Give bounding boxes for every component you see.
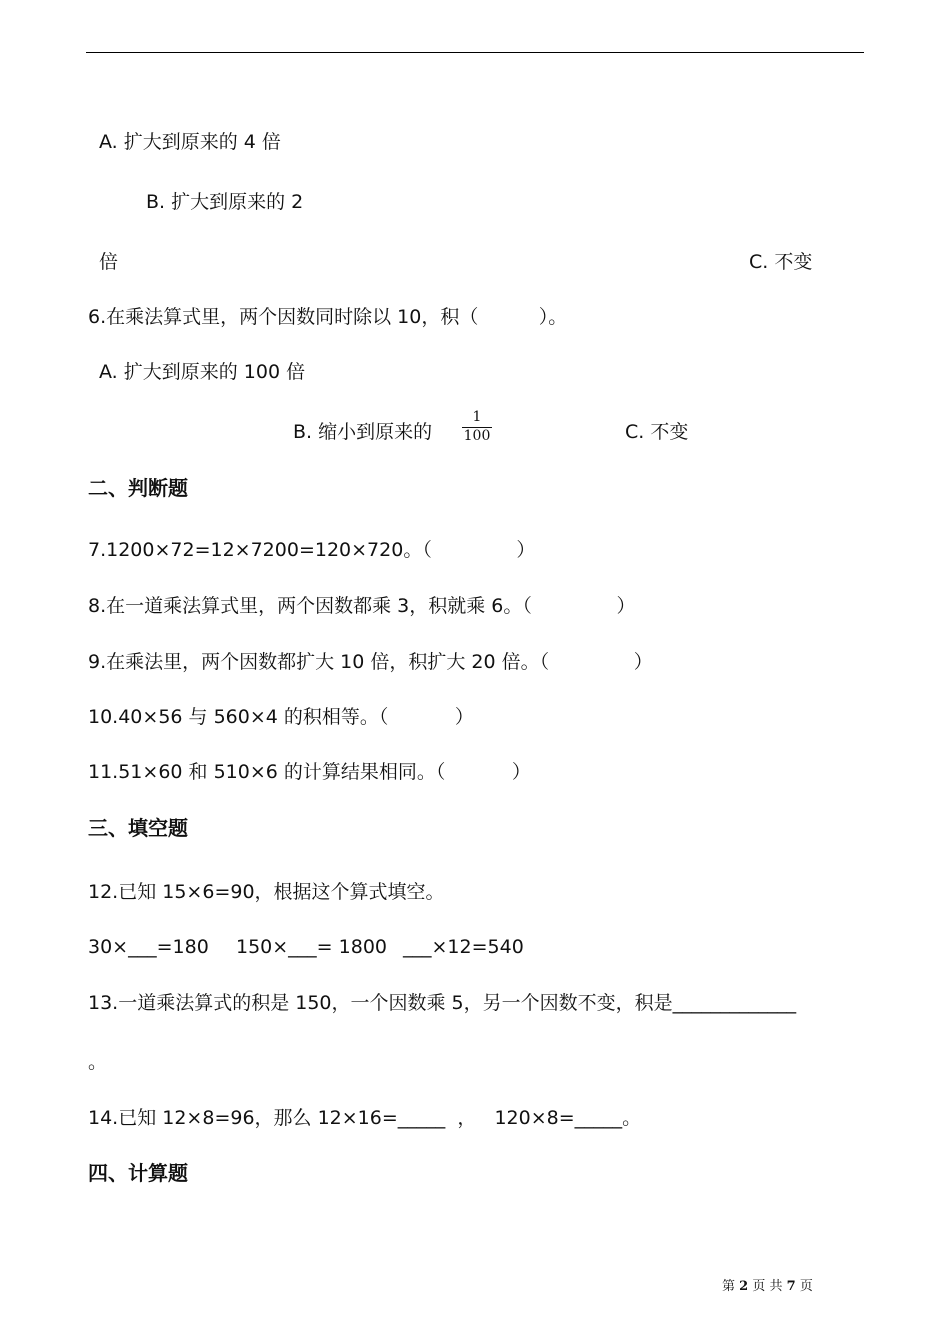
question-12-blank-1: 30×___=180 — [88, 936, 209, 958]
q6-option-c: C. 不变 — [625, 421, 689, 443]
fraction-numerator: 1 — [462, 409, 492, 428]
footer-suffix: 页 — [799, 1279, 813, 1294]
question-14: 14.已知 12×8=96，那么 12×16=_____ ， 120×8=_____。 — [88, 1107, 642, 1129]
section-title-judgement: 二、判断题 — [88, 476, 188, 500]
section-title-calculation: 四、计算题 — [88, 1161, 188, 1185]
question-11: 11.51×60 和 510×6 的计算结果相同。（ ） — [88, 761, 531, 783]
footer-prefix: 第 — [722, 1279, 736, 1294]
section-title-fill-blank: 三、填空题 — [88, 816, 188, 840]
question-13-end: 。 — [88, 1051, 108, 1073]
fraction-denominator: 100 — [463, 428, 491, 444]
q6-option-b-fraction — [462, 409, 492, 445]
footer-page-info — [722, 1279, 813, 1295]
question-12-stem: 12.已知 15×6=90，根据这个算式填空。 — [88, 881, 445, 903]
q5-option-a: A. 扩大到原来的 4 倍 — [99, 131, 281, 153]
question-12-blank-2: 150×___= 1800 — [236, 936, 387, 958]
question-13: 13.一道乘法算式的积是 150，一个因数乘 5，另一个因数不变，积是_____________ — [88, 992, 797, 1014]
q6-option-b: B. 缩小到原来的 — [293, 421, 433, 443]
question-7: 7.1200×72=12×7200=120×720。（ ） — [88, 539, 536, 561]
q5-option-b-continued: 倍 — [99, 251, 119, 273]
question-10: 10.40×56 与 560×4 的积相等。（ ） — [88, 706, 474, 728]
q6-stem: 6.在乘法算式里，两个因数同时除以 10，积（ ）。 — [88, 306, 568, 328]
question-9: 9.在乘法里，两个因数都扩大 10 倍，积扩大 20 倍。（ ） — [88, 651, 653, 673]
question-12-blank-3: ___×12=540 — [403, 936, 524, 958]
header-rule — [86, 52, 864, 53]
footer-mid: 页 共 — [752, 1279, 783, 1294]
q5-option-b: B. 扩大到原来的 2 — [146, 191, 304, 213]
question-8: 8.在一道乘法算式里，两个因数都乘 3，积就乘 6。（ ） — [88, 595, 636, 617]
q5-option-c: C. 不变 — [749, 251, 813, 273]
footer-total-pages: 7 — [786, 1279, 796, 1294]
q6-option-a: A. 扩大到原来的 100 倍 — [99, 361, 306, 383]
footer-current-page: 2 — [739, 1279, 749, 1294]
